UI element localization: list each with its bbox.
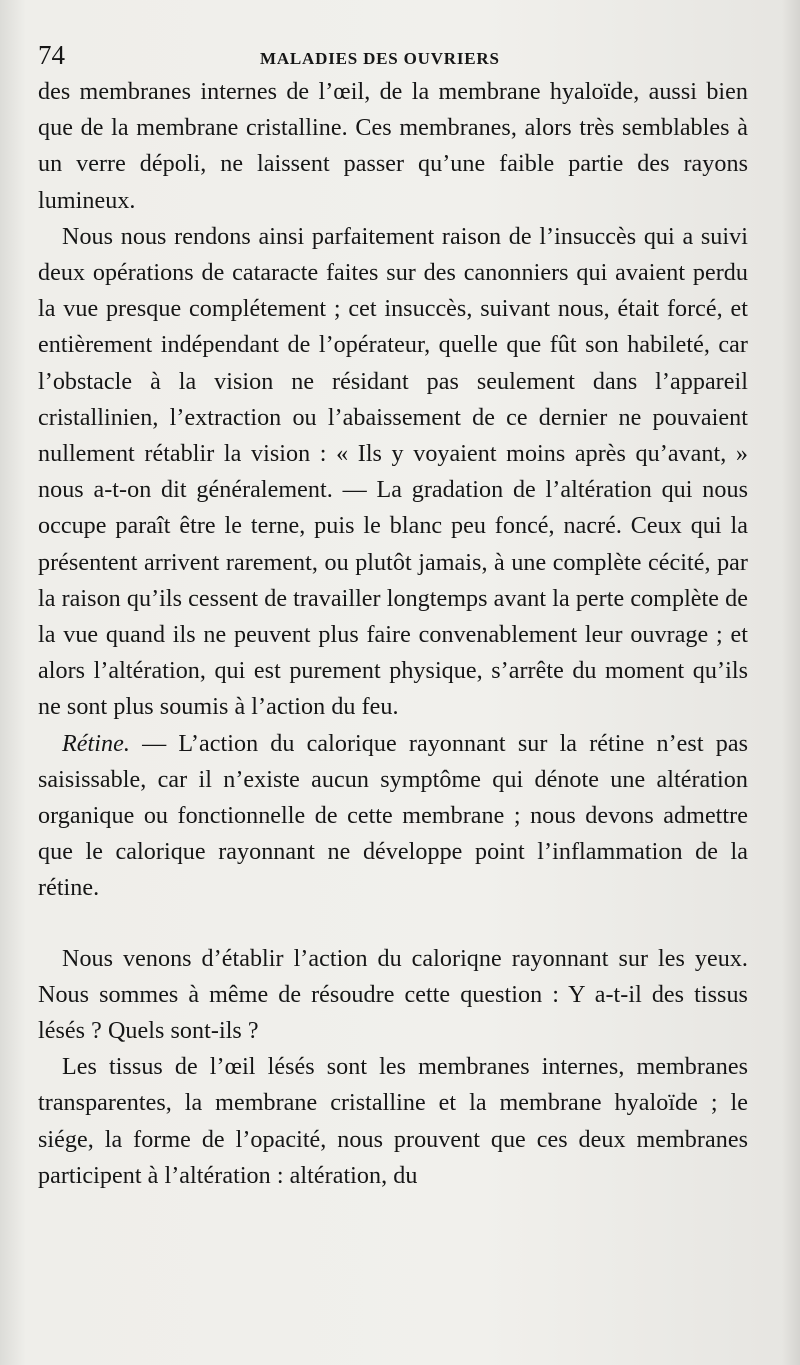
paragraph-retine xyxy=(38,726,748,907)
paragraph-continuation: des membranes internes de l’œil, de la membrane hyaloïde, aussi bien que de la membrane cristalline. Ces membranes, alors très semblables à un verre dépoli, ne laissent passer qu’une faible partie des rayons lumineux. xyxy=(38,79,748,214)
paragraph-question: Nous venons d’établir l’action du caloriqne rayonnant sur les yeux. Nous sommes à même de résoudre cette question : Y a-t-il des tissus lésés ? Quels sont-ils ? xyxy=(38,945,748,1045)
section-heading-retine: Rétine. xyxy=(62,730,130,757)
paragraph-insucces: Nous nous rendons ainsi parfaitement raison de l’insuccès qui a suivi deux opérations de cataracte faites sur des canonniers qui avaient perdu la vue presque complétement ; cet insuccès, suivant nous, était forcé, et entièrement indépendant de l’opérateur, quelle que fût son habileté, car l’obstacle à la vision ne résidant pas seulement dans l’appareil cristallinien, l’extraction ou l’abaissement de ce dernier ne pouvaient nullement rétablir la vision : « Ils y voyaient moins après qu’avant, » nous a-t-on dit généralement. — La gradation de l’altération qui nous occupe paraît être le terne, puis le blanc peu foncé, nacré. Ceux qui la présentent arrivent rarement, ou plutôt jamais, à une complète cécité, par la raison qu’ils cessent de travailler longtemps avant la perte complète de la vue quand ils ne peuvent plus faire convenablement leur ouvrage ; et alors l’altération, qui est purement physique, s’arrête du moment qu’ils ne sont plus soumis à l’action du feu. xyxy=(38,223,748,721)
page-number: 74 xyxy=(38,40,65,70)
paragraph-gap xyxy=(38,907,748,941)
running-title: MALADIES DES OUVRIERS xyxy=(260,49,500,68)
body-text xyxy=(38,74,748,1194)
running-head xyxy=(38,40,750,68)
paragraph-tissus: Les tissus de l’œil lésés sont les membranes internes, membranes transparentes, la membrane cristalline et la membrane hyaloïde ; le siége, la forme de l’opacité, nous prouvent que ces deux membranes participent à l’altération : altération, du xyxy=(38,1054,748,1189)
paragraph-retine-text: — L’action du calorique rayonnant sur la rétine n’est pas saisissable, car il n’existe aucun symptôme qui dénote une altération organique ou fonctionnelle de cette membrane ; nous devons admettre que le calorique rayonnant ne développe point l’inflammation de la rétine. xyxy=(38,730,748,902)
